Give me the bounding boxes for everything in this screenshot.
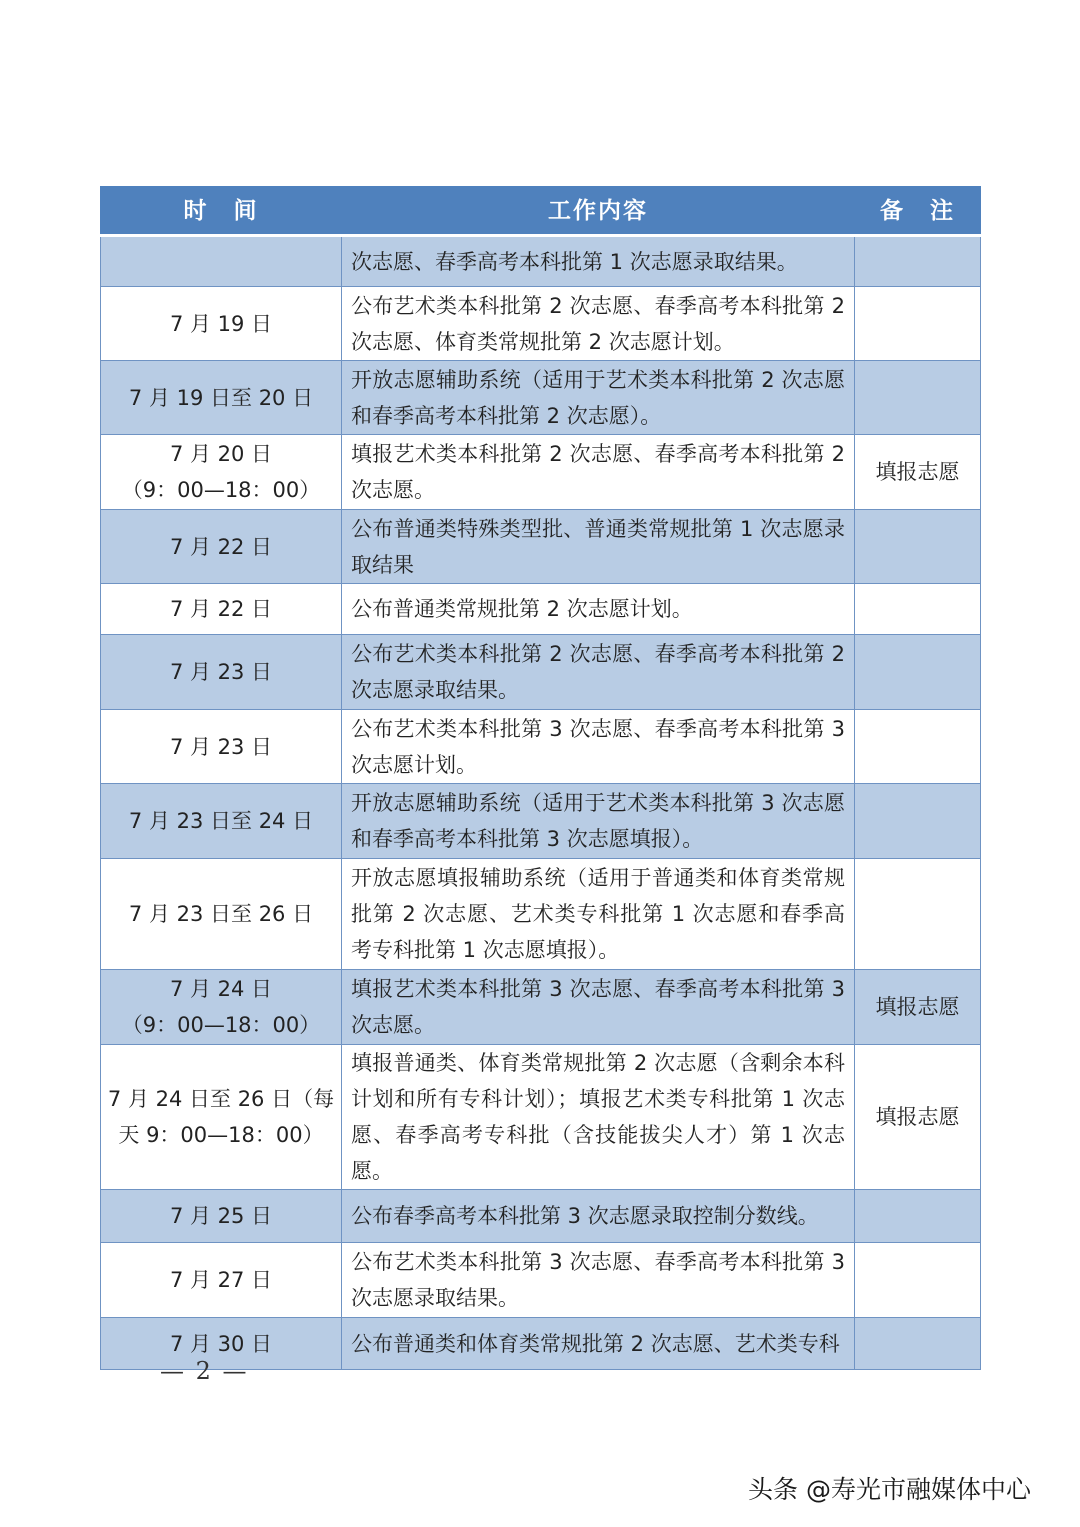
note-cell: 填报志愿 xyxy=(855,435,981,510)
time-cell: 7 月 19 日至 20 日 xyxy=(101,361,342,435)
note-cell xyxy=(855,710,981,784)
note-cell xyxy=(855,1190,981,1243)
note-cell xyxy=(855,859,981,970)
note-cell xyxy=(855,584,981,635)
table-row xyxy=(101,970,981,1045)
content-cell: 填报艺术类本科批第 2 次志愿、春季高考本科批第 2 次志愿。 xyxy=(342,435,855,510)
page-number: — 2 — xyxy=(160,1357,249,1385)
schedule-table xyxy=(100,186,981,1370)
note-cell xyxy=(855,510,981,584)
table-row xyxy=(101,1045,981,1190)
note-cell xyxy=(855,635,981,710)
table-row xyxy=(101,287,981,361)
content-cell: 公布艺术类本科批第 2 次志愿、春季高考本科批第 2 次志愿录取结果。 xyxy=(342,635,855,710)
table-row xyxy=(101,1190,981,1243)
time-cell: 7 月 24 日至 26 日（每 天 9：00—18：00） xyxy=(101,1045,342,1190)
time-cell: 7 月 23 日 xyxy=(101,710,342,784)
note-cell xyxy=(855,287,981,361)
content-cell: 公布艺术类本科批第 3 次志愿、春季高考本科批第 3 次志愿录取结果。 xyxy=(342,1243,855,1318)
table-row xyxy=(101,236,981,287)
note-cell: 填报志愿 xyxy=(855,1045,981,1190)
time-cell: 7 月 23 日 xyxy=(101,635,342,710)
content-cell: 公布普通类和体育类常规批第 2 次志愿、艺术类专科 xyxy=(342,1318,855,1370)
content-cell: 次志愿、春季高考本科批第 1 次志愿录取结果。 xyxy=(342,236,855,287)
time-cell: 7 月 22 日 xyxy=(101,510,342,584)
table-row xyxy=(101,584,981,635)
table-row xyxy=(101,1243,981,1318)
content-cell: 开放志愿填报辅助系统（适用于普通类和体育类常规批第 2 次志愿、艺术类专科批第 1 次志愿和春季高考专科批第 1 次志愿填报）。 xyxy=(342,859,855,970)
content-cell: 公布普通类特殊类型批、普通类常规批第 1 次志愿录取结果 xyxy=(342,510,855,584)
table-row xyxy=(101,510,981,584)
content-cell: 开放志愿辅助系统（适用于艺术类本科批第 3 次志愿和春季高考本科批第 3 次志愿填报）。 xyxy=(342,784,855,859)
time-cell: 7 月 23 日至 24 日 xyxy=(101,784,342,859)
time-cell: 7 月 24 日 （9：00—18：00） xyxy=(101,970,342,1045)
time-cell: 7 月 25 日 xyxy=(101,1190,342,1243)
table-row xyxy=(101,710,981,784)
time-cell: 7 月 23 日至 26 日 xyxy=(101,859,342,970)
note-cell: 填报志愿 xyxy=(855,970,981,1045)
table-row xyxy=(101,635,981,710)
table-row xyxy=(101,859,981,970)
table-row xyxy=(101,361,981,435)
time-cell: 7 月 19 日 xyxy=(101,287,342,361)
time-cell: 7 月 20 日 （9：00—18：00） xyxy=(101,435,342,510)
header-note: 备 注 xyxy=(855,187,981,236)
header-row xyxy=(101,187,981,236)
content-cell: 填报普通类、体育类常规批第 2 次志愿（含剩余本科计划和所有专科计划）；填报艺术类专科批第 1 次志愿、春季高考专科批（含技能拔尖人才）第 1 次志愿。 xyxy=(342,1045,855,1190)
note-cell xyxy=(855,236,981,287)
time-cell: 7 月 22 日 xyxy=(101,584,342,635)
header-content: 工作内容 xyxy=(342,187,855,236)
time-cell: 7 月 27 日 xyxy=(101,1243,342,1318)
content-cell: 公布艺术类本科批第 2 次志愿、春季高考本科批第 2 次志愿、体育类常规批第 2 次志愿计划。 xyxy=(342,287,855,361)
note-cell xyxy=(855,784,981,859)
content-cell: 公布普通类常规批第 2 次志愿计划。 xyxy=(342,584,855,635)
content-cell: 开放志愿辅助系统（适用于艺术类本科批第 2 次志愿和春季高考本科批第 2 次志愿）。 xyxy=(342,361,855,435)
header-time: 时 间 xyxy=(101,187,342,236)
content-cell: 公布春季高考本科批第 3 次志愿录取控制分数线。 xyxy=(342,1190,855,1243)
time-cell: 7 月 30 日 xyxy=(101,1318,342,1370)
watermark: 头条 @寿光市融媒体中心 xyxy=(748,1475,1031,1504)
content-cell: 公布艺术类本科批第 3 次志愿、春季高考本科批第 3 次志愿计划。 xyxy=(342,710,855,784)
note-cell xyxy=(855,1243,981,1318)
table-row xyxy=(101,784,981,859)
time-cell xyxy=(101,236,342,287)
note-cell xyxy=(855,1318,981,1370)
content-cell: 填报艺术类本科批第 3 次志愿、春季高考本科批第 3 次志愿。 xyxy=(342,970,855,1045)
table-row xyxy=(101,435,981,510)
note-cell xyxy=(855,361,981,435)
